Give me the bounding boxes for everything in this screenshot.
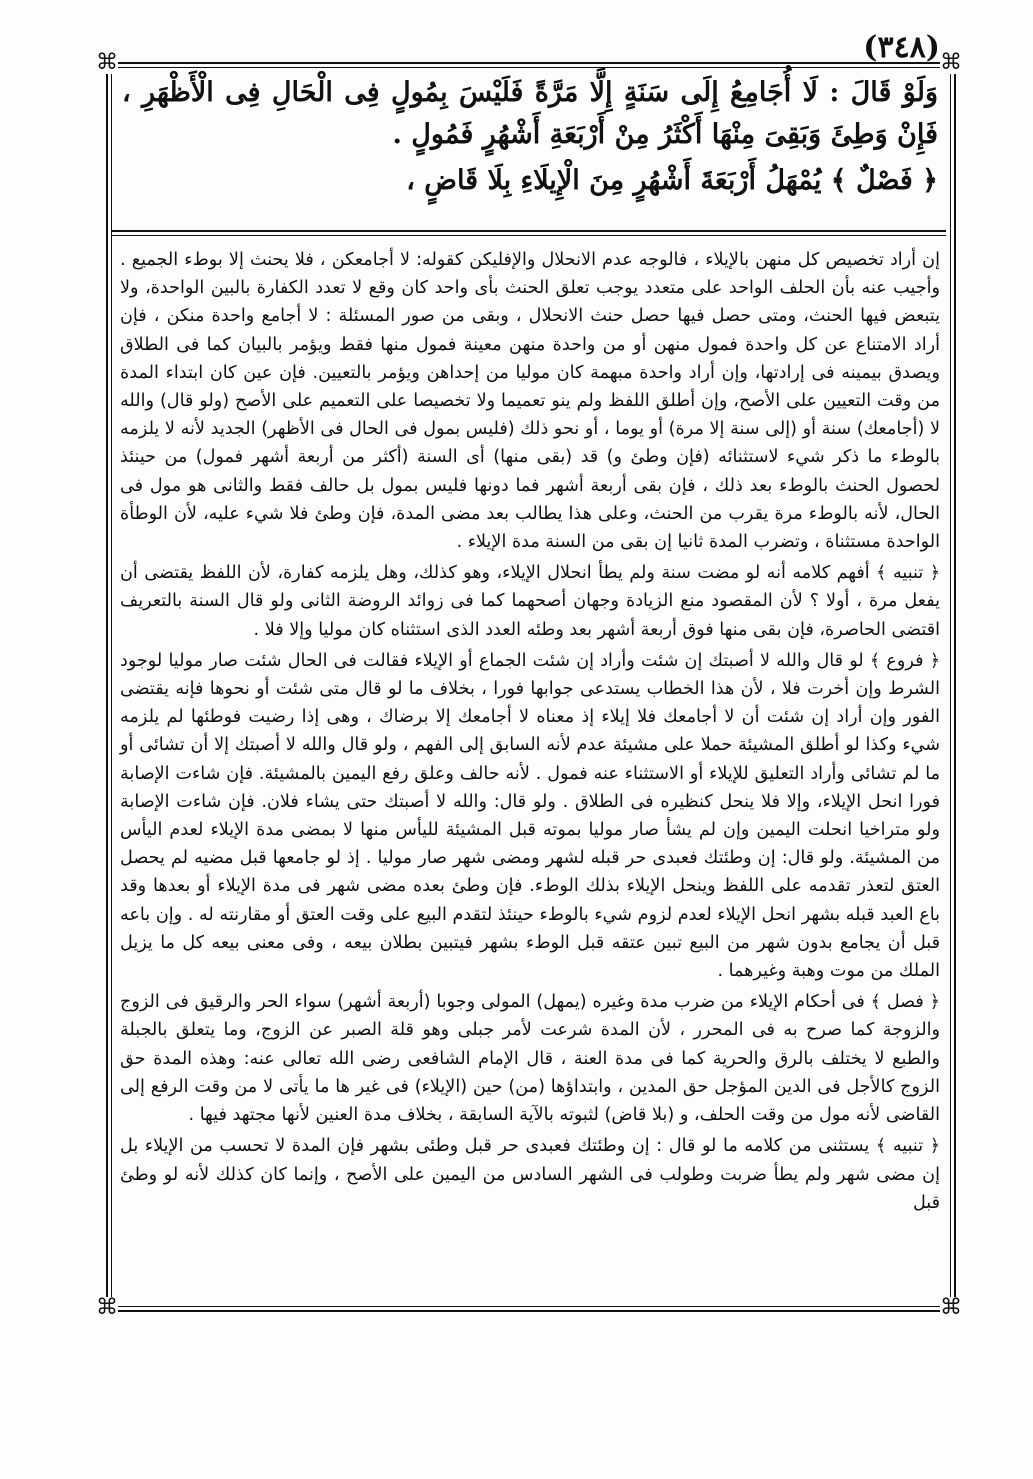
sharh-paragraph: إن أراد تخصيص كل منهن بالإيلاء ، فالوجه عدم الانحلال والإفليكن كقوله: لا أجامعكن ، فلا يحنث إلا بوطء الجميع . وأجيب عنه بأن الحلف الواحد على متعدد يوجب تعلق الحنث بأى واحد كان وقع لا تعدد الكفارة بالبين الواحدة، ولا يتبعض فيها الحنث، ومتى حصل فيها حصل حنث الانحلال ، وبقى من صور المسئلة : لا أجامع واحدة منكن ، فإن أراد الامتناع عن كل واحدة فمول منهن أو من واحدة منهن معينة فمول منها فقط ويؤمر بالبيان كما فى الطلاق ويصدق بيمينه فى إرادتها، وإن أراد واحدة مبهمة كان موليا من إحداهن ويؤمر بالتعيين. فإن عين كان ابتداء المدة من وقت التعيين على الأصح، وإن أطلق اللفظ ولم ينو تعميما ولا تخصيصا على التعميم على الأصح (ولو قال) والله لا (أجامعك) سنة أو (إلى سنة إلا مرة) أو يوما ، أو نحو ذلك (فليس بمول فى الحال فى الأظهر) الجديد لأنه لا يلزمه بالوطء ما ذكر شيء لاستثنائه (فإن وطئ و) قد (بقى منها) أى السنة (أكثر من أربعة أشهر فمول) من حينئذ لحصول الحنث بالوطء بعد ذلك ، فإن بقى أربعة أشهر فما دونها فليس بمول بل حالف فقط والثانى هو مول فى الحال، لأنه بالوطء مرة يقرب من الحنث، وعلى هذا يطالب بعد مضى المدة، فإن وطئ فلا شيء عليه، لأن الوطأة الواحدة مستثناة ، وتضرب المدة ثانيا إن بقى من السنة مدة الإيلاء . [120, 250, 940, 553]
corner-ornament-icon: ⌘ [940, 1295, 962, 1320]
matn-line: وَلَوْ قَالَ : لَا أُجَامِعُ إِلَى سَنَةٍ إِلَّا مَرَّةً فَلَيْسَ بِمُولٍ فِى الْحَالِ فِى الْأَظْهَرِ ، فَإِنْ وَطِئَ وَبَقِىَ مِنْهَا أَكْثَرُ مِنْ أَرْبَعَةِ أَشْهُرٍ فَمُولٍ . [122, 77, 938, 150]
corner-ornament-icon: ⌘ [940, 50, 962, 75]
sharh-paragraph-tanbih-2: ﴿ تنبيه ﴾ يستثنى من كلامه ما لو قال : إن وطئتك فعبدى حر قبل وطئى بشهر فإن المدة لا تحسب من الإيلاء بل إن مضى شهر ولم يطأ ضربت وطولب فى الشهر السادس من اليمين على الأصح ، وإنما كان كذلك لأنه لو وطئ قبل [120, 1136, 940, 1213]
corner-ornament-icon: ⌘ [96, 50, 118, 75]
section-divider [112, 230, 946, 232]
page-number: (٣٤٨) [863, 30, 940, 65]
matn-text [122, 72, 938, 202]
sharh-paragraph-furu: ﴿ فروع ﴾ لو قال والله لا أصبتك إن شئت وأراد إن شئت الجماع أو الإيلاء فقالت فى الحال شئت صار موليا لوجود الشرط وإن أخرت فلا ، لأن هذا الخطاب يستدعى جوابها فورا ، بخلاف ما لو قال متى شئت أو نحوها فإنه يقتضى الفور وإن أراد إن شئت أن لا أجامعك فلا إيلاء إذ معناه لا أجامعك إلا برضاك ، وهى إذا رضيت فوطئها لم يلزمه شيء وكذا لو أطلق المشيئة حملا على مشيئة عدم لأنه السابق إلى الفهم ، ولو قال والله لا أصبتك إلا أن تشائى أو ما لم تشائى وأراد التعليق للإيلاء أو الاستثناء عنه فمول . لأنه حالف وعلق رفع اليمين بالمشيئة. فإن شاءت الإصابة فورا انحل الإيلاء، وإلا فلا ينحل كنظيره فى الطلاق . ولو قال: والله لا أصبتك حتى يشاء فلان. فإن شاءت الإصابة ولو متراخيا انحلت اليمين وإن لم يشأ صار موليا بموته قبل المشيئة لليأس منها لا بمضى مدة الإيلاء لعدم اليأس من المشيئة. ولو قال: إن وطئتك فعبدى حر قبله لشهر ومضى شهر صار موليا . إذ لو جامعها قبل مضيه لم يحصل العتق لتعذر تقدمه على اللفظ وينحل الإيلاء بذلك الوطء. فإن وطئ بعده مضى شهر فى مدة الإيلاء أو بعدها وقد باع العبد قبله بشهر انحل الإيلاء لعدم لزوم شيء بالوطء حينئذ لتقدم البيع على وقت العتق أو مقارنته له . وإن باعه قبل أن يجامع بدون شهر من البيع تبين عتقه قبل الوطء بشهر فيتبين بطلان بيعه ، وفى معنى بيعه كل ما يزيل الملك من موت وهبة وغيرهما . [120, 650, 940, 982]
sharh-paragraph-tanbih: ﴿ تنبيه ﴾ أفهم كلامه أنه لو مضت سنة ولم يطأ انحلال الإيلاء، وهو كذلك، وهل يلزمه كفارة، لأن اللفظ يقتضى أن يفعل مرة ، أولا ؟ لأن المقصود منع الزيادة وجهان أصحهما كما فى زوائد الروضة الثانى ولو قال السنة بالتعريف اقتضى الحاصرة، فإن بقى منها فوق أربعة أشهر بعد وطئه العدد الذى استثناه كان موليا وإلا فلا . [120, 563, 940, 640]
corner-ornament-icon: ⌘ [96, 1295, 118, 1320]
sharh-paragraph-fasl: ﴿ فصل ﴾ فى أحكام الإيلاء من ضرب مدة وغيره (يمهل) المولى وجوبا (أربعة أشهر) سواء الحر والرقيق فى الزوج والزوجة كما صرح به فى المحرر ، لأن المدة شرعت لأمر جبلى وهو قلة الصبر عن الزوج، وما يتعلق بالجبلة والطبع لا يختلف بالرق والحرية كما فى مدة العنة ، قال الإمام الشافعى رضى الله تعالى عنه: وهذه المدة حق الزوج كالأجل فى الدين المؤجل حق المدين ، وابتداؤها (من) حين (الإيلاء) فى غير ها ما يأتى لا من وقت الرفع إلى القاضى لأنه مول من وقت الحلف، و (بلا قاض) لثبوته بالآية السابقة ، بخلاف مدة العنين لأنها مجتهد فيها . [120, 992, 940, 1126]
matn-fasl-title: ﴿ فَصْلٌ ﴾ يُمْهَلُ أَرْبَعَةَ أَشْهُرٍ مِنَ الْإِيلَاءِ بِلَا قَاضٍ ، [406, 165, 938, 196]
sharh-commentary [120, 246, 940, 1217]
